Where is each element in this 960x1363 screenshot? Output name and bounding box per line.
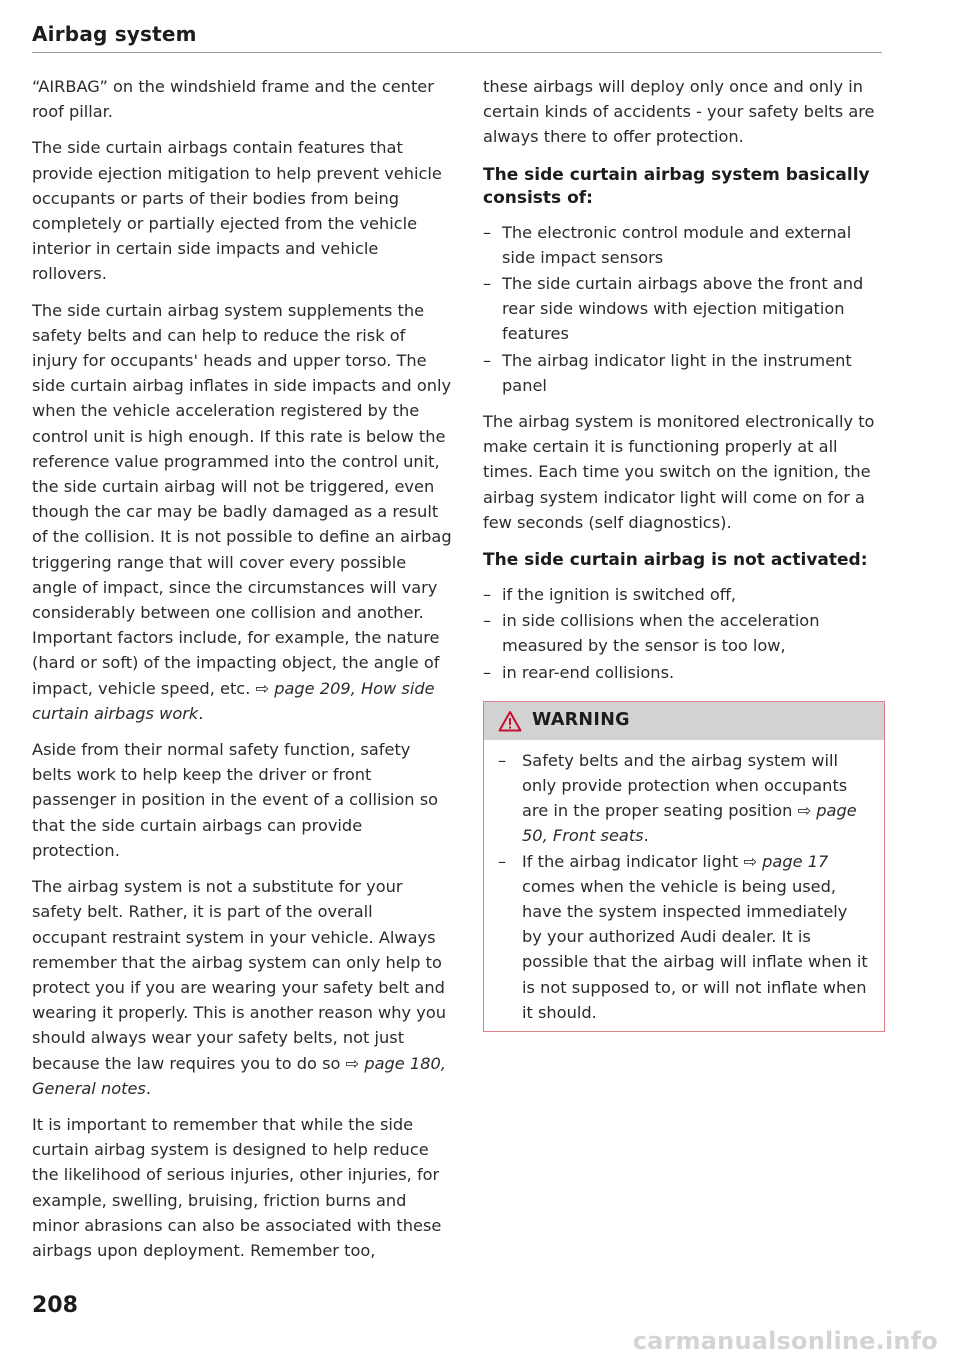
warning-item: [498, 748, 870, 849]
left-column: [32, 74, 452, 1274]
list-item: – in rear-end collisions.: [483, 660, 885, 685]
subheading: The side curtain airbag is not activated:: [483, 550, 868, 571]
paragraph: [32, 874, 452, 1101]
warning-item: [498, 849, 870, 1025]
page-number: 208: [32, 1293, 78, 1318]
warning-triangle-icon: [498, 710, 522, 732]
right-column: [483, 74, 885, 1032]
list-item: – The airbag indicator light in the instrument panel: [483, 348, 885, 398]
list-item: – in side collisions when the acceleration measured by the sensor is too low,: [483, 608, 885, 658]
warning-text: If the airbag indicator light: [522, 851, 739, 871]
page-reference-link[interactable]: ⇨ page 209, How side curtain airbags work: [32, 678, 435, 723]
paragraph: Aside from their normal safety function, safety belts work to help keep the driver or front passenger in position in the event of a collision so that the side curtain airbags can provide protection.: [32, 740, 439, 860]
subheading: The side curtain airbag system basically consists of:: [483, 164, 870, 208]
warning-list: [484, 740, 884, 1031]
punctuation: .: [198, 703, 204, 723]
paragraph: these airbags will deploy only once and only in certain kinds of accidents - your safety belts are always there to offer protection.: [483, 77, 875, 147]
list-item: – The side curtain airbags above the front and rear side windows with ejection mitigation features: [483, 271, 885, 347]
warning-box: [483, 701, 885, 1032]
paragraph: The airbag system is monitored electronically to make certain it is functioning properly at all times. Each time you switch on the ignition, the airbag system indicator light will come on for a few seconds (self diagnostics).: [483, 412, 875, 532]
paragraph: “AIRBAG” on the windshield frame and the center roof pillar.: [32, 77, 434, 122]
condition-list: [483, 582, 885, 685]
punctuation: .: [145, 1078, 151, 1098]
warning-header: [484, 702, 884, 740]
paragraph: It is important to remember that while the side curtain airbag system is designed to help reduce the likelihood of serious injuries, other injuries, for example, swelling, bruising, friction burns and minor abrasions can also be associated with these airbags upon deployment. Remember too,: [32, 1114, 442, 1260]
page-header: [32, 22, 882, 53]
section-title: Airbag system: [32, 22, 197, 46]
paragraph: [32, 298, 452, 726]
warning-text: comes when the vehicle is being used, have the system inspected immediately by your authorized Audi dealer. It is possible that the airbag will inflate when it is not supposed to, or will not inflate when it should.: [522, 876, 868, 1022]
punctuation: .: [643, 826, 649, 846]
paragraph-text: The airbag system is not a substitute for your safety belt. Rather, it is part of the overall occupant restraint system in your vehicle. Always remember that the airbag system can only help to protect you if you are wearing your safety belt and wearing it properly. This is another reason why you should always wear your safety belts, not just because the law requires you to do so: [32, 877, 447, 1073]
page-reference-link[interactable]: ⇨ page 17: [743, 851, 829, 871]
paragraph-text: The side curtain airbag system supplements the safety belts and can help to reduce the risk of injury for occupants' heads and upper torso. The side curtain airbag inflates in side impacts and only when the vehicle acceleration registered by the control unit is high enough. If this rate is below the reference value programmed into the control unit, the side curtain airbag will not be triggered, even though the car may be badly damaged as a result of the collision. It is not possible to define an airbag triggering range that will cover every possible angle of impact, since the circumstances will vary considerably between one collision and another. Important factors include, for example, the nature (hard or soft) of the impacting object, the angle of impact, vehicle speed, etc.: [32, 300, 452, 698]
list-item: – if the ignition is switched off,: [483, 582, 885, 607]
list-item: – The electronic control module and external side impact sensors: [483, 220, 885, 270]
page-reference-link[interactable]: ⇨ page 50, Front seats: [522, 801, 857, 846]
component-list: [483, 220, 885, 398]
watermark: carmanualsonline.info: [632, 1327, 938, 1355]
page-reference-link[interactable]: ⇨ page 180, General notes: [32, 1053, 446, 1098]
warning-title: WARNING: [532, 710, 630, 731]
warning-text: Safety belts and the airbag system will only provide protection when occupants are in the proper seating position: [522, 750, 848, 821]
paragraph: The side curtain airbags contain features that provide ejection mitigation to help prevent vehicle occupants or parts of their bodies from being completely or partially ejected from the vehicle interior in certain side impacts and vehicle rollovers.: [32, 138, 442, 284]
